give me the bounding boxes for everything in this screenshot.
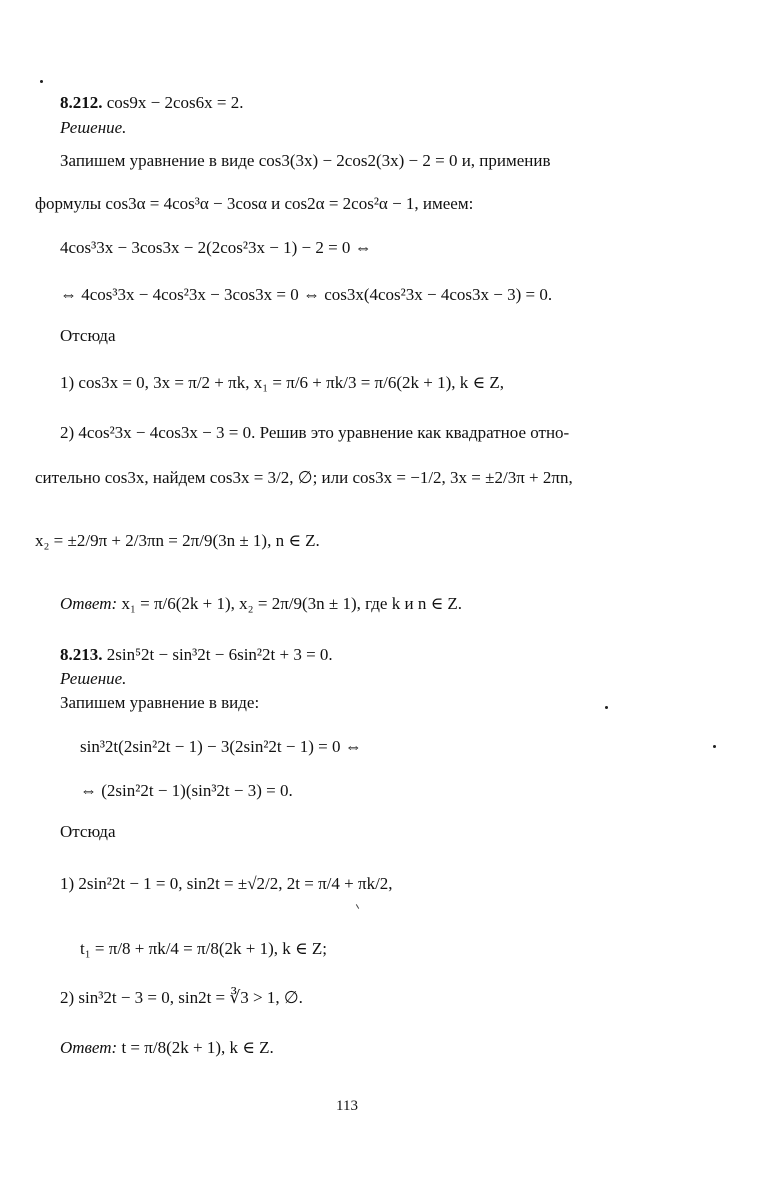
solution-line: sin³2t(2sin²2t − 1) − 3(2sin²2t − 1) = 0 ⇔ [80,737,362,756]
solution-line: 1) 2sin²2t − 1 = 0, sin2t = ±√2/2, 2t = π/4 + πk/2, [60,874,393,893]
solution-line: 1) cos3x = 0, 3x = π/2 + πk, x₁ = π/6 + πk/3 = π/6(2k + 1), k ∈ Z, [60,373,504,392]
problem-heading [60,92,244,114]
solution-line: 2) 4cos²3x − 4cos3x − 3 = 0. Решив это уравнение как квадратное отно- [60,423,570,442]
page-number: 113 [336,1098,358,1114]
scan-speck [713,745,716,748]
solution-line: ⇔ (2sin²2t − 1)(sin³2t − 3) = 0. [80,781,293,800]
problem-equation: cos9x − 2cos6x = 2. [106,93,244,112]
solution-line: Запишем уравнение в виде: [60,693,260,712]
solution-line: 4cos³3x − 3cos3x − 2(2cos²3x − 1) − 2 = 0 ⇔ [60,238,372,257]
solution-line: Запишем уравнение в виде cos3(3x) − 2cos2(3x) − 2 = 0 и, применив [60,151,551,170]
solution-line: t₁ = π/8 + πk/4 = π/8(2k + 1), k ∈ Z; [80,939,327,958]
solution-line: сительно cos3x, найдем cos3x = 3/2, ∅; или cos3x = −1/2, 3x = ±2/3π + 2πn, [35,468,573,487]
solution-label: Решение. [60,669,127,688]
solution-line: ⇔ 4cos³3x − 4cos²3x − 3cos3x = 0 ⇔ cos3x(4cos²3x − 4cos3x − 3) = 0. [60,285,553,304]
answer-label: Ответ: [60,1038,118,1057]
answer-text: t = π/8(2k + 1), k ∈ Z. [121,1038,274,1057]
problem-number: 8.212. [60,93,103,112]
scan-mark [356,904,359,909]
solution-line: x₂ = ±2/9π + 2/3πn = 2π/9(3n ± 1), n ∈ Z. [35,531,320,550]
answer-line [60,593,462,615]
answer-line [60,1037,274,1059]
problem-number: 8.213. [60,645,103,664]
solution-line: Отсюда [60,822,116,841]
answer-text: x₁ = π/6(2k + 1), x₂ = 2π/9(3n ± 1), где k и n ∈ Z. [121,594,463,613]
problem-heading [60,644,333,666]
solution-line: формулы cos3α = 4cos³α − 3cosα и cos2α = 2cos²α − 1, имеем: [35,194,474,213]
scan-speck [40,80,43,83]
solution-line: 2) sin³2t − 3 = 0, sin2t = ∛3 > 1, ∅. [60,988,303,1007]
solution-label: Решение. [60,118,127,137]
scan-speck [605,706,608,709]
problem-equation: 2sin⁵2t − sin³2t − 6sin²2t + 3 = 0. [106,645,333,664]
answer-label: Ответ: [60,594,118,613]
solution-line: Отсюда [60,326,116,345]
